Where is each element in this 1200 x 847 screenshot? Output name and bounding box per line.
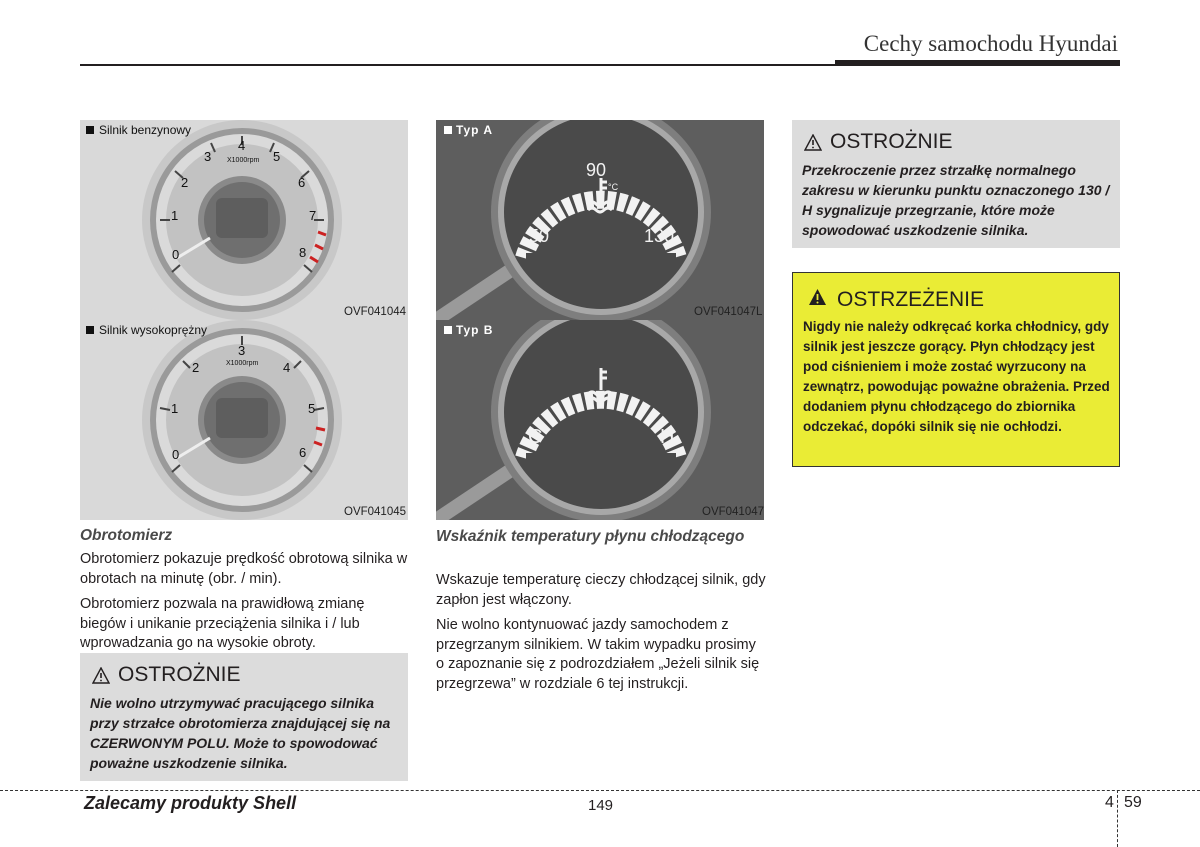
gauge-max-label: H (660, 426, 675, 448)
tick-label: 4 (238, 138, 246, 153)
petrol-tachometer-figure (80, 120, 408, 320)
tachometer-paragraph-1: Obrotomierz pokazuje prędkość obrotową silnika w obrotach na minutę (obr. / min). (80, 551, 408, 587)
type-a-label (444, 123, 493, 137)
warning-box (792, 272, 1120, 467)
caution-title: OSTROŻNIE (118, 663, 241, 686)
figure-code: OVF041044 (344, 306, 407, 318)
footer-sheet-number: 149 (588, 797, 614, 814)
warning-triangle-filled-icon (808, 288, 827, 306)
warning-title: OSTRZEŻENIE (837, 288, 985, 311)
warning-text: Nigdy nie należy odkręcać korka chłodnicy, gdy silnik jest jeszcze gorący. Płyn chłodzący jest pod ciśnieniem i może zostać wyrzucony na zewnątrz, powodując poważne obrażenia. Przed dodaniem płynu chłodzącego do zbiornika odczekać, dopóki silnik się nie ochłodzi. (803, 319, 1110, 434)
tick-label: 3 (238, 343, 246, 358)
tick-label: 6 (298, 175, 306, 190)
caution-text: Nie wolno utrzymywać pracującego silnika przy strzałce obrotomierza znajdującej się na CZERWONYM POLU. Może to spowodować poważne uszkodzenie silnika. (90, 695, 391, 771)
gauge-unit: °C (608, 182, 619, 192)
warning-triangle-outline-icon (92, 667, 110, 684)
tick-label: 0 (172, 247, 180, 262)
figure-code: OVF041047L (694, 306, 763, 318)
footer-divider (0, 790, 1200, 791)
header-rule-accent (835, 60, 1120, 66)
gauge-top-value: 90 (586, 160, 607, 180)
header-title: Cechy samochodu Hyundai (863, 31, 1118, 56)
rpm-unit-label: X1000rpm (226, 360, 259, 367)
caution-box-temperature (792, 120, 1120, 248)
footer-vertical-divider (1117, 790, 1118, 847)
tick-label: 0 (172, 447, 180, 462)
tachometer-heading: Obrotomierz (80, 527, 173, 544)
footer-chapter-number: 4 (1105, 794, 1114, 811)
temp-gauge-type-a-figure (436, 120, 764, 320)
temp-gauge-type-a-illustration (436, 120, 764, 320)
temp-gauge-type-b-figure (436, 320, 764, 520)
gauge-min-label: 50 (529, 226, 550, 246)
tick-label: 6 (299, 445, 307, 460)
bullet-square-icon (444, 126, 452, 134)
diesel-tachometer-figure (80, 320, 408, 520)
temp-body (436, 571, 766, 700)
gauge-max-label: 130 (644, 226, 675, 246)
type-b-label-text: Typ B (456, 323, 494, 337)
caution-title: OSTROŻNIE (830, 130, 953, 153)
tick-label: 4 (283, 360, 291, 375)
caution-box-tachometer (80, 653, 408, 781)
tick-label: 2 (192, 360, 200, 375)
tick-label: 8 (299, 245, 307, 260)
diesel-engine-label (86, 323, 207, 337)
type-b-label (444, 323, 493, 337)
tick-label: 5 (308, 401, 316, 416)
figure-code: OVF041045 (344, 506, 407, 518)
tick-label: 5 (273, 149, 281, 164)
temp-paragraph-2: Nie wolno kontynuować jazdy samochodem z przegrzanym silnikiem. W takim wypadku prosimy o zapoznanie się z podrozdziałem „Jeżeli silnik się przegrzewa” w rozdziale 6 tej instrukcji. (436, 617, 760, 692)
tick-label: 2 (181, 175, 189, 190)
bullet-square-icon (86, 326, 94, 334)
gauge-min-label: C (528, 426, 543, 448)
tachometer-body (80, 550, 410, 660)
type-a-label-text: Typ A (456, 123, 493, 137)
bullet-square-icon (444, 326, 452, 334)
caution-text: Przekroczenie przez strzałkę normalnego zakresu w kierunku punktu oznaczonego 130 / H sygnalizuje przegrzanie, które może spowodować uszkodzenie silnika. (802, 162, 1110, 238)
tick-label: 1 (171, 401, 179, 416)
tick-label: 3 (204, 149, 212, 164)
temp-paragraph-1: Wskazuje temperaturę cieczy chłodzącej silnik, gdy zapłon jest włączony. (436, 572, 766, 608)
footer-page-number: 59 (1124, 794, 1142, 811)
warning-triangle-outline-icon (804, 134, 822, 151)
petrol-engine-label (86, 123, 191, 137)
temp-heading: Wskaźnik temperatury płynu chłodzącego (436, 528, 745, 545)
petrol-engine-label-text: Silnik benzynowy (99, 123, 192, 137)
tick-label: 7 (309, 208, 317, 223)
tick-label: 1 (171, 208, 179, 223)
footer-sponsor-text: Zalecamy produkty Shell (84, 793, 297, 813)
rpm-unit-label: X1000rpm (227, 157, 260, 164)
temp-gauge-type-b-illustration (436, 320, 764, 520)
diesel-engine-label-text: Silnik wysokoprężny (99, 323, 208, 337)
figure-code: OVF041047 (702, 506, 764, 518)
tachometer-paragraph-2: Obrotomierz pozwala na prawidłową zmianę biegów i unikanie przeciążenia silnika i / lub wprowadzania go na wysokie obroty. (80, 596, 365, 651)
bullet-square-icon (86, 126, 94, 134)
